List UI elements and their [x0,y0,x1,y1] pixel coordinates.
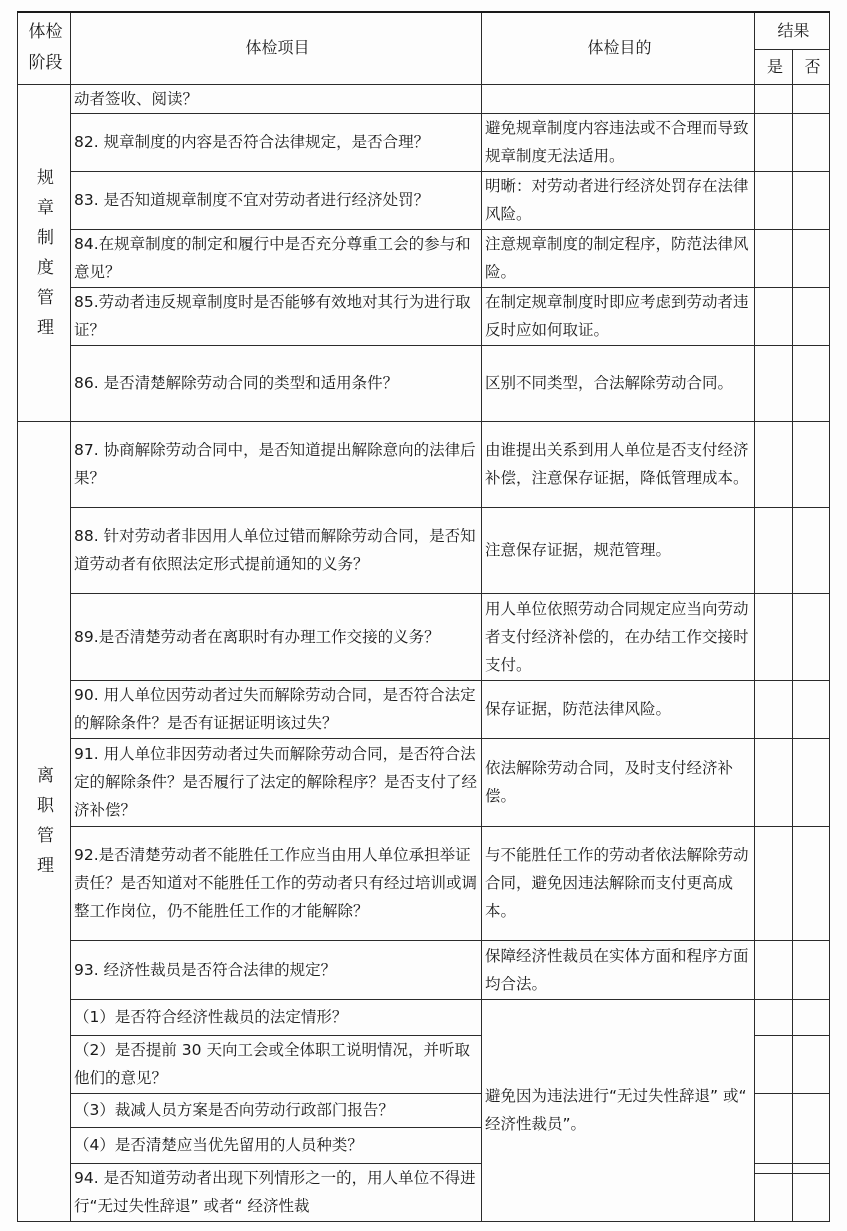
header-stage-line-2: 阶段 [28,53,63,74]
result-no-85[interactable] [793,287,830,345]
result-yes-92[interactable] [755,826,793,940]
purpose-82: 避免规章制度内容违法或不合理而导致规章制度无法适用。 [482,113,755,171]
item-87: 87. 协商解除劳动合同中，是否知道提出解除意向的法律后果？ [71,421,482,507]
result-yes-88[interactable] [755,507,793,593]
item-93-1: （1）是否符合经济性裁员的法定情形？ [71,999,482,1035]
purpose-86: 区别不同类型，合法解除劳动合同。 [482,345,755,421]
result-no-89[interactable] [793,593,830,680]
header-result-yes: 是 [755,49,793,84]
result-yes-94[interactable] [755,1173,793,1221]
result-yes-91[interactable] [755,738,793,826]
result-no-83[interactable] [793,171,830,229]
stage-rules-char: 度 [37,257,54,278]
result-no-82[interactable] [793,113,830,171]
result-yes-82[interactable] [755,113,793,171]
purpose-91: 依法解除劳动合同，及时支付经济补偿。 [482,738,755,826]
result-no-90[interactable] [793,680,830,738]
purpose-85: 在制定规章制度时即应考虑到劳动者违反时应如何取证。 [482,287,755,345]
result-yes-83[interactable] [755,171,793,229]
purpose-90: 保存证据，防范法律风险。 [482,680,755,738]
header-stage [18,12,71,84]
purpose-88: 注意保存证据，规范管理。 [482,507,755,593]
result-no-81[interactable] [793,84,830,113]
header-result-no: 否 [793,49,830,84]
item-93: 93. 经济性裁员是否符合法律的规定？ [71,940,482,999]
item-91: 91. 用人单位非因劳动者过失而解除劳动合同，是否符合法定的解除条件？是否履行了法定的解除程序？是否支付了经济补偿？ [71,738,482,826]
result-no-94[interactable] [793,1173,830,1221]
stage-rules-char: 规 [37,167,54,188]
result-no-87[interactable] [793,421,830,507]
stage-leave-char: 理 [37,856,54,876]
result-yes-87[interactable] [755,421,793,507]
result-yes-84[interactable] [755,229,793,287]
result-no-88[interactable] [793,507,830,593]
result-yes-81[interactable] [755,84,793,113]
purpose-81 [482,84,755,113]
item-89: 89.是否清楚劳动者在离职时有办理工作交接的义务？ [71,593,482,680]
stage-rules-char: 章 [37,197,54,218]
purpose-83: 明晰：对劳动者进行经济处罚存在法律风险。 [482,171,755,229]
header-item: 体检项目 [71,12,482,84]
result-yes-93-2[interactable] [755,1035,793,1093]
result-no-92[interactable] [793,826,830,940]
header-purpose: 体检目的 [482,12,755,84]
result-yes-89[interactable] [755,593,793,680]
item-82: 82. 规章制度的内容是否符合法律规定，是否合理？ [71,113,482,171]
item-93-3: （3）裁减人员方案是否向劳动行政部门报告？ [71,1093,482,1127]
stage-leave-char: 职 [37,796,54,816]
stage-rules-management [18,84,71,421]
result-yes-93-1[interactable] [755,999,793,1035]
header-result: 结果 [755,12,830,49]
item-94: 94. 是否知道劳动者出现下列情形之一的，用人单位不得进行“无过失性辞退” 或者“ 经济性裁 [71,1163,482,1221]
item-93-4: （4）是否清楚应当优先留用的人员种类？ [71,1127,482,1163]
purpose-87: 由谁提出关系到用人单位是否支付经济补偿，注意保存证据，降低管理成本。 [482,421,755,507]
result-no-93-4[interactable] [793,1163,830,1173]
purpose-89: 用人单位依照劳动合同规定应当向劳动者支付经济补偿的，在办结工作交接时支付。 [482,593,755,680]
result-no-93-2[interactable] [793,1035,830,1093]
checklist-table [17,11,830,1222]
result-no-93-3[interactable] [793,1093,830,1163]
stage-rules-char: 管 [37,287,54,308]
item-81: 动者签收、阅读？ [71,84,482,113]
item-84: 84.在规章制度的制定和履行中是否充分尊重工会的参与和意见？ [71,229,482,287]
result-no-84[interactable] [793,229,830,287]
result-yes-93[interactable] [755,940,793,999]
stage-rules-char: 制 [37,227,54,248]
purpose-93: 保障经济性裁员在实体方面和程序方面均合法。 [482,940,755,999]
item-86: 86. 是否清楚解除劳动合同的类型和适用条件？ [71,345,482,421]
result-yes-93-4[interactable] [755,1163,793,1173]
purpose-92: 与不能胜任工作的劳动者依法解除劳动合同，避免因违法解除而支付更高成本。 [482,826,755,940]
result-yes-90[interactable] [755,680,793,738]
item-83: 83. 是否知道规章制度不宜对劳动者进行经济处罚？ [71,171,482,229]
result-no-93[interactable] [793,940,830,999]
purpose-shared-93-94: 避免因为违法进行“无过失性辞退” 或“ 经济性裁员”。 [482,999,755,1221]
header-stage-line-1: 体检 [28,22,63,43]
stage-leave-management [18,421,71,1221]
result-yes-93-3[interactable] [755,1093,793,1163]
item-93-2: （2）是否提前 30 天向工会或全体职工说明情况，并听取他们的意见？ [71,1035,482,1093]
stage-leave-char: 离 [37,766,54,786]
result-yes-86[interactable] [755,345,793,421]
stage-leave-char: 管 [37,826,54,846]
result-no-86[interactable] [793,345,830,421]
item-90: 90. 用人单位因劳动者过失而解除劳动合同，是否符合法定的解除条件？是否有证据证明该过失？ [71,680,482,738]
item-88: 88. 针对劳动者非因用人单位过错而解除劳动合同，是否知道劳动者有依照法定形式提前通知的义务？ [71,507,482,593]
purpose-84: 注意规章制度的制定程序，防范法律风险。 [482,229,755,287]
result-yes-85[interactable] [755,287,793,345]
item-92: 92.是否清楚劳动者不能胜任工作应当由用人单位承担举证责任？是否知道对不能胜任工作的劳动者只有经过培训或调整工作岗位，仍不能胜任工作的才能解除？ [71,826,482,940]
item-85: 85.劳动者违反规章制度时是否能够有效地对其行为进行取证？ [71,287,482,345]
stage-rules-char: 理 [37,317,54,338]
result-no-93-1[interactable] [793,999,830,1035]
result-no-91[interactable] [793,738,830,826]
